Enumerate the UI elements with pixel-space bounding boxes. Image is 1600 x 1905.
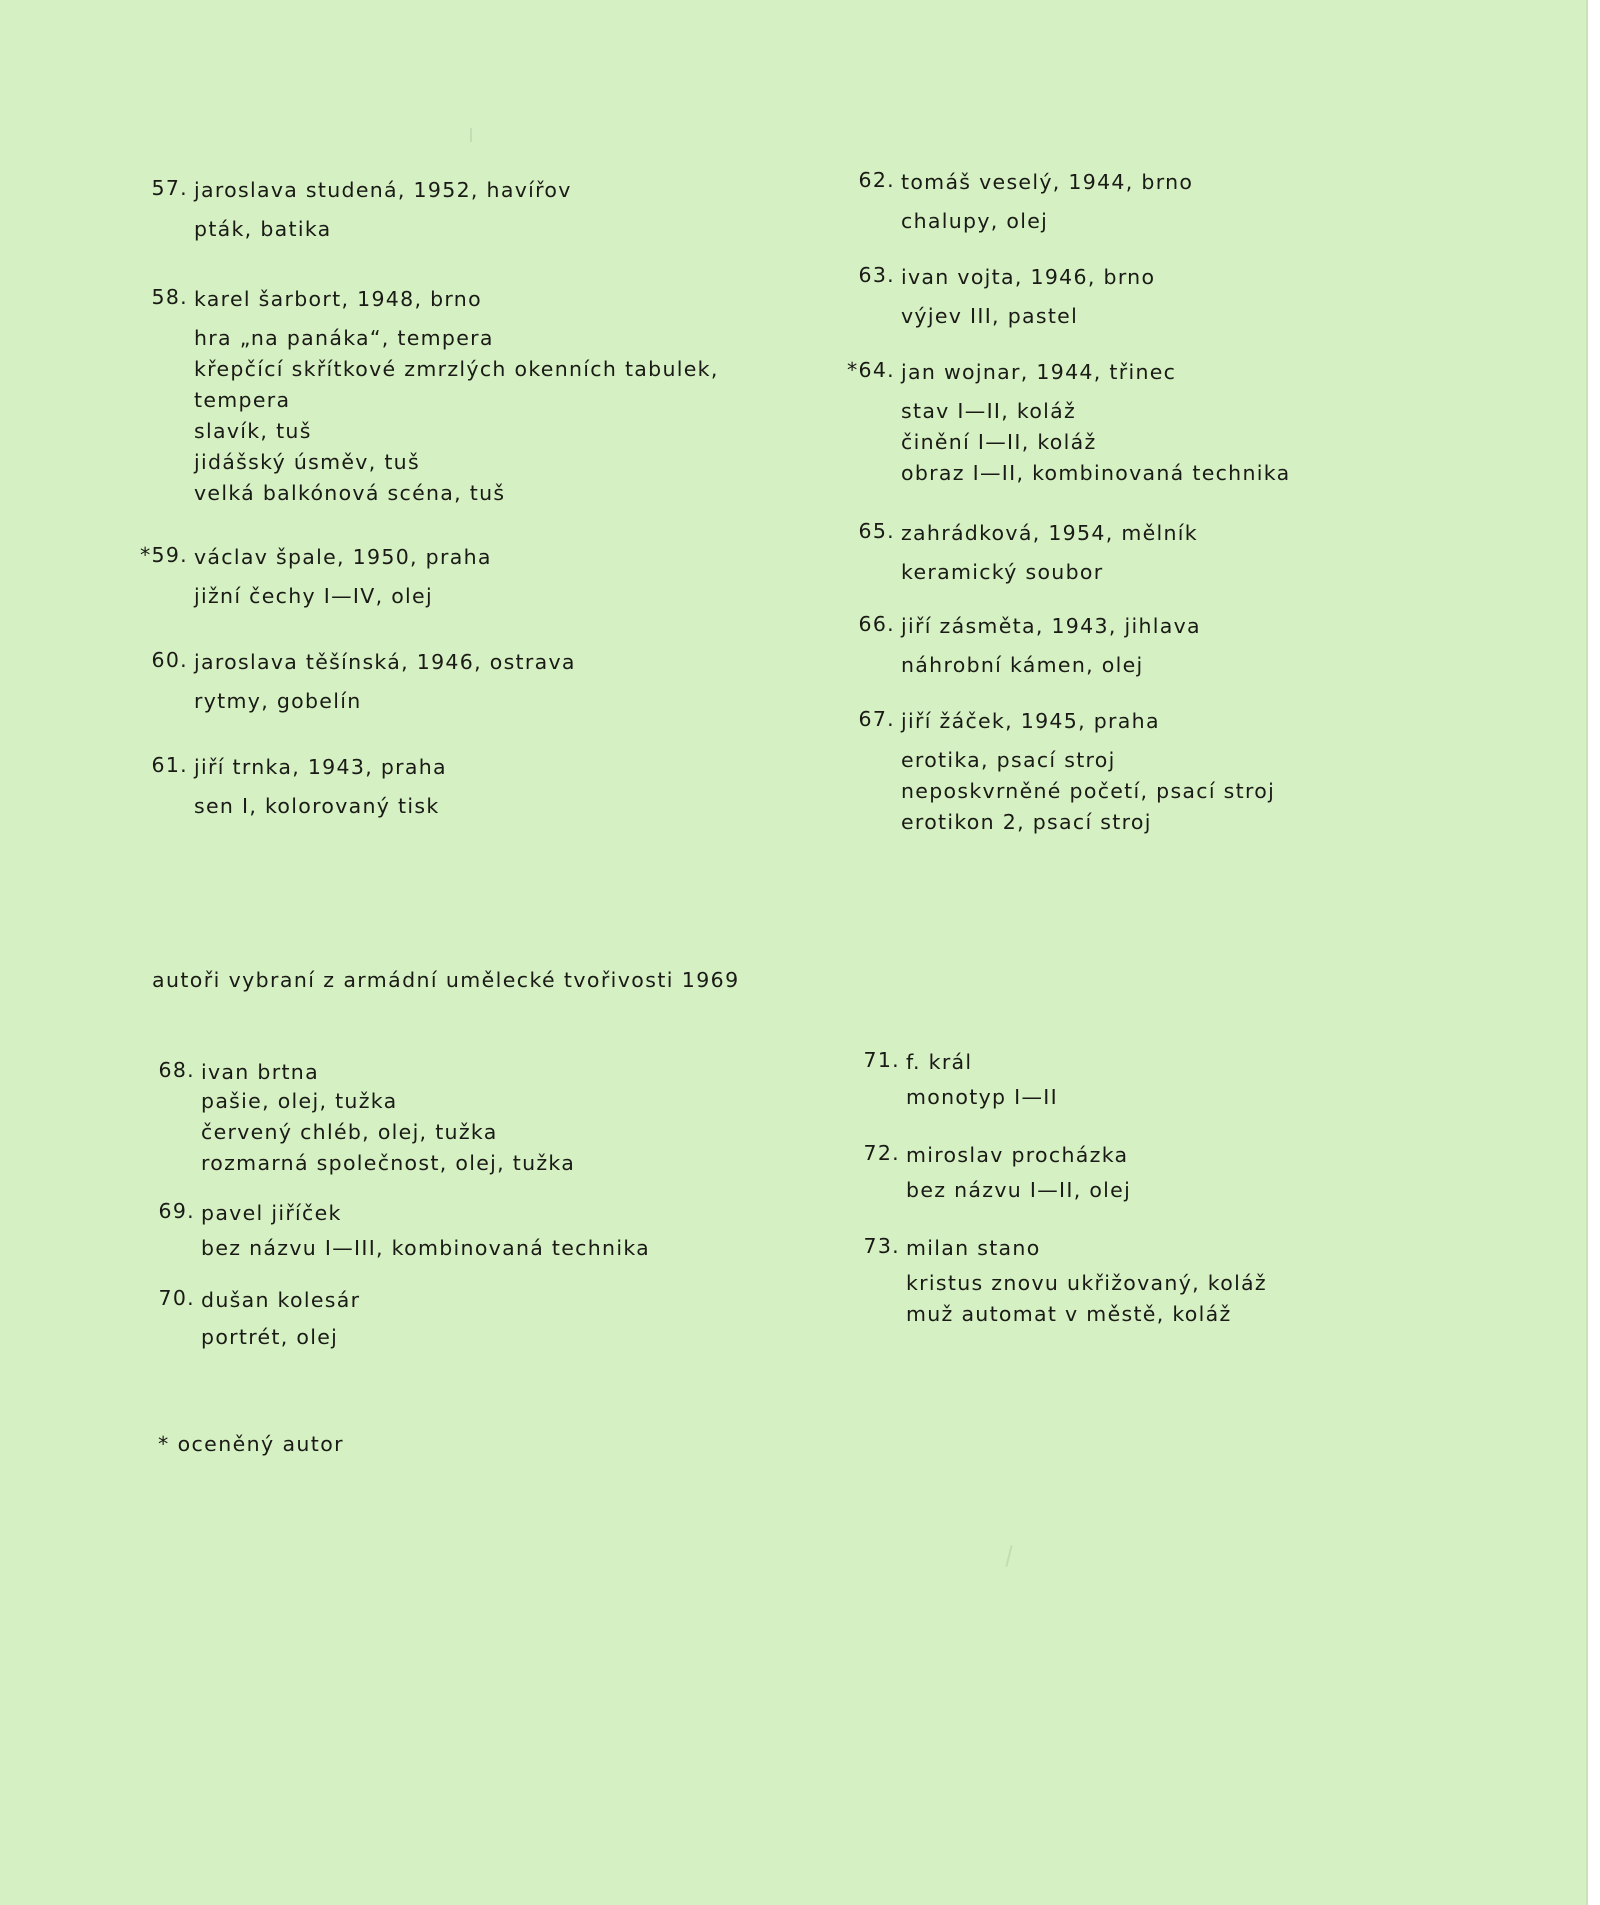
artwork-title: neposkvrněné početí, psací stroj <box>901 779 1276 803</box>
paper-speck <box>1005 1545 1012 1567</box>
artwork-title: obraz I—II, kombinovaná technika <box>901 461 1291 485</box>
entry-number: 72. <box>863 1141 900 1165</box>
catalog-entry <box>863 1048 1267 1113</box>
artwork-title: červený chléb, olej, tužka <box>201 1120 498 1144</box>
catalog-entry <box>151 285 719 509</box>
catalog-entry <box>151 648 719 717</box>
catalog-column-top-right <box>846 168 1291 838</box>
artist-name: tomáš veselý, 1944, brno <box>901 170 1194 194</box>
catalog-entry <box>858 263 1290 332</box>
catalog-entry <box>151 753 719 822</box>
entry-number: 63. <box>858 263 895 287</box>
artwork-title: jižní čechy I—IV, olej <box>194 584 433 608</box>
paper-speck <box>470 128 472 142</box>
artist-name: milan stano <box>906 1236 1041 1260</box>
entry-number: 61. <box>151 753 188 777</box>
entry-number: 67. <box>858 707 895 731</box>
artwork-title: erotika, psací stroj <box>901 748 1116 772</box>
artwork-title: pašie, olej, tužka <box>201 1089 398 1113</box>
entry-number: 73. <box>863 1234 900 1258</box>
artwork-title: stav I—II, koláž <box>901 399 1077 423</box>
artwork-title: výjev III, pastel <box>901 304 1079 328</box>
artist-name: miroslav procházka <box>906 1143 1129 1167</box>
entry-number: 58. <box>151 285 188 309</box>
entry-number: 60. <box>151 648 188 672</box>
artwork-title: erotikon 2, psací stroj <box>901 810 1152 834</box>
artist-name: ivan vojta, 1946, brno <box>901 265 1156 289</box>
artwork-title: velká balkónová scéna, tuš <box>194 481 506 505</box>
artwork-title: náhrobní kámen, olej <box>901 653 1144 677</box>
artist-name: dušan kolesár <box>201 1288 361 1312</box>
catalog-column-bottom-left <box>158 1058 651 1353</box>
artwork-title: sen I, kolorovaný tisk <box>194 794 440 818</box>
artwork-title: portrét, olej <box>201 1325 339 1349</box>
catalog-entry <box>863 1234 1267 1330</box>
catalog-entry <box>846 358 1291 489</box>
artwork-title: rytmy, gobelín <box>194 689 362 713</box>
artist-name: pavel jiříček <box>201 1201 342 1225</box>
catalog-entry <box>858 612 1290 681</box>
artist-name: václav špale, 1950, praha <box>194 545 492 569</box>
artwork-title: keramický soubor <box>901 560 1104 584</box>
artist-name: zahrádková, 1954, mělník <box>901 521 1198 545</box>
artwork-title: bez názvu I—II, olej <box>906 1178 1132 1202</box>
artwork-title: slavík, tuš <box>194 419 312 443</box>
artwork-title: kristus znovu ukřižovaný, koláž <box>906 1271 1267 1295</box>
artist-name: jan wojnar, 1944, třinec <box>901 360 1177 384</box>
artwork-title: křepčící skřítkové zmrzlých okenních tabulek, <box>194 357 719 381</box>
entry-number: 65. <box>858 519 895 543</box>
artwork-title: bez názvu I—III, kombinovaná technika <box>201 1236 651 1260</box>
artwork-title: tempera <box>194 388 291 412</box>
catalog-entry <box>158 1058 650 1179</box>
artist-name: jaroslava studená, 1952, havířov <box>194 178 572 202</box>
catalog-entry <box>158 1286 650 1353</box>
catalog-entry <box>863 1141 1267 1206</box>
artwork-title: chalupy, olej <box>901 209 1049 233</box>
artwork-title: rozmarná společnost, olej, tužka <box>201 1151 576 1175</box>
entry-number: 57. <box>151 176 188 200</box>
section-heading: autoři vybraní z armádní umělecké tvořivosti 1969 <box>152 968 740 992</box>
artwork-title: jidášský úsměv, tuš <box>194 450 420 474</box>
catalog-entry <box>139 543 719 612</box>
artist-name: jiří žáček, 1945, praha <box>901 709 1160 733</box>
artwork-title: činění I—II, koláž <box>901 430 1097 454</box>
catalog-entry <box>858 707 1290 838</box>
entry-number: 68. <box>158 1058 195 1082</box>
catalog-entry <box>151 176 719 245</box>
entry-number: 66. <box>858 612 895 636</box>
entry-number: 69. <box>158 1199 195 1223</box>
entry-number: 70. <box>158 1286 195 1310</box>
catalog-entry <box>858 168 1290 237</box>
artist-name: ivan brtna <box>201 1060 319 1084</box>
footnote-awarded-author: * oceněný autor <box>158 1432 345 1456</box>
catalog-column-top-left <box>139 176 719 822</box>
catalog-entry <box>858 519 1290 588</box>
artwork-title: monotyp I—II <box>906 1085 1058 1109</box>
artist-name: jiří trnka, 1943, praha <box>194 755 447 779</box>
artist-name: jaroslava těšínská, 1946, ostrava <box>194 650 576 674</box>
entry-number: 71. <box>863 1048 900 1072</box>
artist-name: f. král <box>906 1050 973 1074</box>
artwork-title: muž automat v městě, koláž <box>906 1302 1232 1326</box>
entry-number: *59. <box>139 543 188 567</box>
artist-name: jiří zásměta, 1943, jihlava <box>901 614 1201 638</box>
entry-number: 62. <box>858 168 895 192</box>
catalog-entry <box>158 1199 651 1264</box>
catalog-column-bottom-right <box>863 1048 1267 1330</box>
artwork-title: hra „na panáka“, tempera <box>194 326 494 350</box>
artwork-title: pták, batika <box>194 217 332 241</box>
entry-number: *64. <box>846 358 895 382</box>
artist-name: karel šarbort, 1948, brno <box>194 287 482 311</box>
